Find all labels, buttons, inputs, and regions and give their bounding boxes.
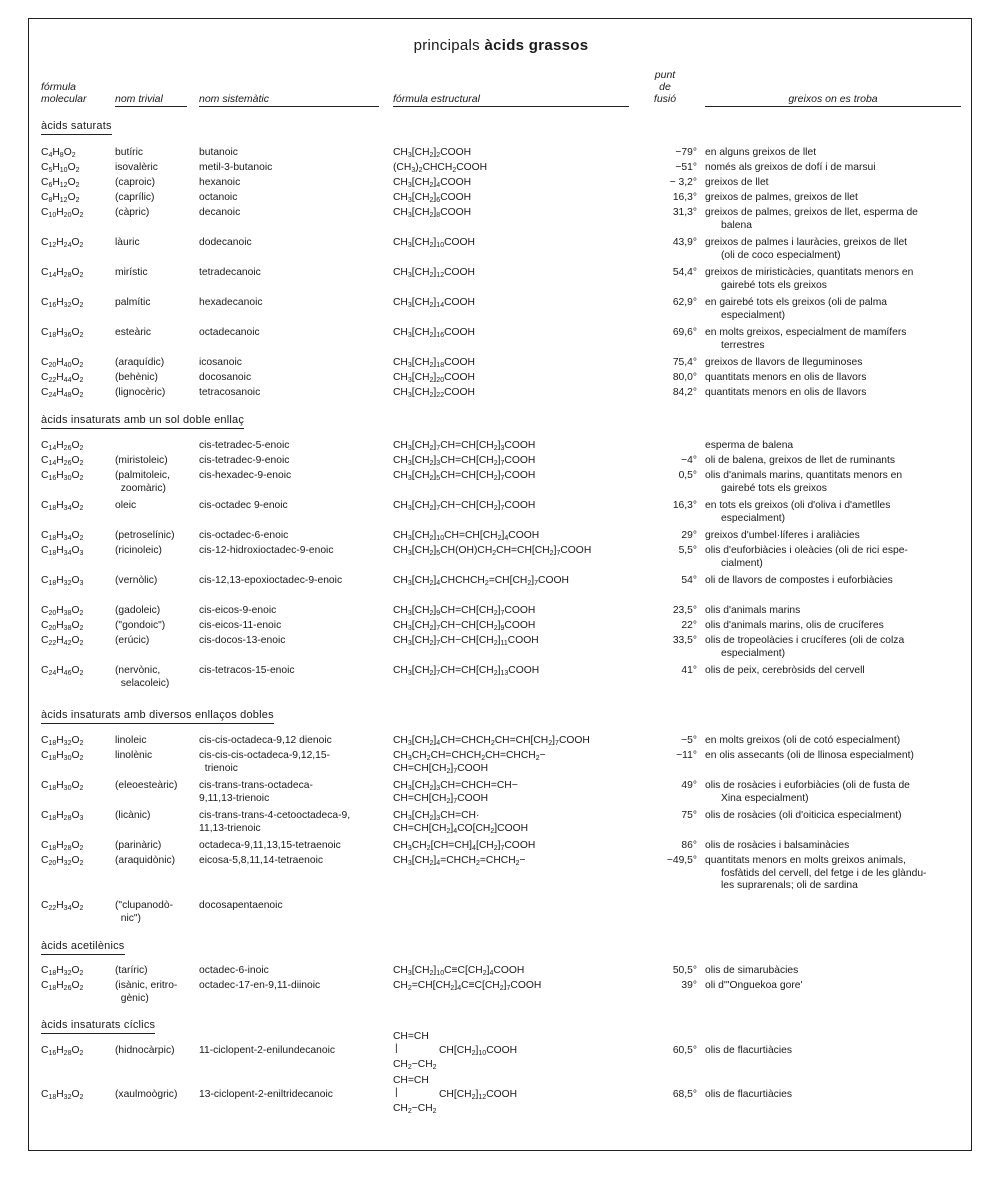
greixos-line: olis d'animals marins [705,605,801,616]
greixos-line: greixos de llet [705,177,769,188]
formula-estructural: $CH_3[CH_2]_7CH-CH[CH_2]_{11}COOH$ [393,635,539,647]
formula-molecular: $C_{18}H_{30}O_2$ [41,780,84,792]
nom-trivial: (araquídic) [115,357,165,368]
nom-sistematic: butanoic [199,147,238,158]
section-title: àcids insaturats amb diversos enllaços dobles [41,709,274,724]
nom-trivial: (vernòlic) [115,575,158,586]
formula-molecular: $C_{10}H_{20}O_2$ [41,207,84,219]
formula-estructural: $CH_3[CH_2]_{10}COOH$ [393,237,475,249]
nom-sistematic: dodecanoic [199,237,252,248]
nom-sistematic: hexadecanoic [199,297,263,308]
ring-top: CH=CH [393,1031,429,1042]
greixos-on-es-troba [705,735,971,748]
nom-trivial: (lignocèric) [115,387,166,398]
greixos-line: en alguns greixos de llet [705,147,817,158]
nom-sistematic: cis-tetradec-5-enoic [199,440,290,451]
ring-substituent: $CH[CH_2]_{12}COOH$ [439,1089,518,1101]
table-frame [28,18,972,1151]
nom-trivial: linolènic [115,750,153,761]
greixos-line: olis de flacurtiàcies [705,1089,792,1100]
nom-sistematic: cis-12-hidroxioctadec-9-enoic [199,545,334,556]
formula-molecular: $C_{16}H_{30}O_2$ [41,470,84,482]
nom-trivial: (gadoleic) [115,605,161,616]
greixos-on-es-troba [705,750,971,763]
header-punt-line2: de [659,81,671,93]
greixos-on-es-troba [705,387,971,400]
greixos-line: cialment) [721,557,763,569]
greixos-line: en molts greixos, especialment de mamífers [705,327,907,338]
greixos-on-es-troba [705,780,971,805]
nom-trivial: (nervònic, selacoleic) [115,665,170,689]
formula-estructural: $CH_3[CH_2]_7CH-CH[CH_2]_9COOH$ [393,620,536,632]
nom-sistematic: 11-ciclopent-2-enilundecanoic [199,1045,336,1056]
nom-trivial: (parinàric) [115,840,162,851]
greixos-line: Xina especialment) [721,792,809,804]
section-title: àcids saturats [41,120,112,135]
nom-sistematic: octadec-17-en-9,11-diinoic [199,980,321,991]
nom-trivial: (xaulmoògric) [115,1089,178,1100]
nom-sistematic: tetradecanoic [199,267,261,278]
punt-fusio: 39° [681,980,697,991]
formula-estructural: $CH_3[CH_2]_4CH=CHCH_2CH=CH[CH_2]_7COOH$ [393,735,590,747]
greixos-line: oli de llavors de compostes i euforbiàcies [705,575,893,586]
nom-sistematic: cis-octadec-6-enoic [199,530,289,541]
page-title [29,37,973,54]
nom-trivial: linoleic [115,735,147,746]
punt-fusio: 60,5° [672,1045,697,1056]
greixos-on-es-troba [705,620,971,633]
formula-estructural: $CH_3[CH_2]_9CH=CH[CH_2]_7COOH$ [393,605,536,617]
nom-trivial: (behènic) [115,372,158,383]
greixos-line: especialment) [721,512,786,524]
greixos-line: balena [721,219,752,231]
formula-molecular: $C_{24}H_{46}O_2$ [41,665,84,677]
formula-molecular: $C_{18}H_{32}O_2$ [41,965,84,977]
formula-molecular: $C_{18}H_{30}O_2$ [41,750,84,762]
greixos-line: greixos de miristicàcies, quantitats menors en [705,267,914,278]
greixos-on-es-troba [705,357,971,370]
nom-sistematic: eicosa-5,8,11,14-tetraenoic [199,855,324,866]
greixos-line: greixos d'umbel·líferes i araliàcies [705,530,860,541]
formula-molecular: $C_{20}H_{38}O_2$ [41,605,84,617]
nom-trivial: (erúcic) [115,635,150,646]
formula-estructural: $CH_3[CH_2]_4=CHCH_2=CHCH_2-$ [393,855,526,867]
ring-bond: | [395,1087,398,1098]
greixos-on-es-troba [705,207,971,232]
greixos-on-es-troba [705,297,971,322]
ring-top: CH=CH [393,1075,429,1086]
formula-molecular: $C_{18}H_{32}O_3$ [41,575,84,587]
formula-molecular: $C_{12}H_{24}O_2$ [41,237,84,249]
formula-estructural: $CH_3[CH_2]_8COOH$ [393,207,472,219]
formula-estructural: $CH_3[CH_2]_{12}COOH$ [393,267,475,279]
greixos-on-es-troba [705,1089,971,1102]
greixos-line: olis d'animals marins, quantitats menors en [705,470,903,481]
greixos-on-es-troba [705,500,971,525]
title-bold: àcids grassos [484,37,589,54]
greixos-on-es-troba [705,1045,971,1058]
nom-trivial: (càpric) [115,207,150,218]
greixos-on-es-troba [705,840,971,853]
greixos-line: olis de peix, cerebròsids del cervell [705,665,865,676]
greixos-line: greixos de palmes, greixos de llet [705,192,858,203]
greixos-line: olis de flacurtiàcies [705,1045,792,1056]
greixos-line: esperma de balena [705,440,794,451]
greixos-line: terrestres [721,339,765,351]
greixos-on-es-troba [705,665,971,678]
greixos-on-es-troba [705,177,971,190]
title-prefix: principals [413,37,480,54]
greixos-on-es-troba [705,810,971,823]
header-punt-line1: punt [654,69,676,81]
greixos-on-es-troba [705,855,971,893]
formula-estructural: $CH_3[CH_2]_{16}COOH$ [393,327,475,339]
formula-estructural: $CH_2=CH[CH_2]_4C\equiv C[CH_2]_7COOH$ [393,980,542,992]
formula-molecular: $C_{20}H_{38}O_2$ [41,620,84,632]
formula-molecular: $C_{20}H_{32}O_2$ [41,855,84,867]
punt-fusio: 16,3° [672,500,697,511]
formula-estructural: $CH_3[CH_2]_{18}COOH$ [393,357,475,369]
section-title: àcids insaturats cíclics [41,1019,155,1034]
greixos-on-es-troba [705,327,971,352]
nom-trivial: (hidnocàrpic) [115,1045,175,1056]
punt-fusio: −11° [676,750,697,761]
greixos-line: especialment) [721,309,786,321]
punt-fusio: 33,5° [672,635,697,646]
nom-trivial: (ricinoleic) [115,545,162,556]
greixos-line: olis d'animals marins, olis de crucíferes [705,620,884,631]
greixos-on-es-troba [705,147,971,160]
nom-sistematic: octadec-6-inoic [199,965,269,976]
header-nom-trivial: nom trivial [115,93,187,107]
nom-sistematic: cis-docos-13-enoic [199,635,286,646]
greixos-line: greixos de palmes, greixos de llet, esperma de [705,207,918,218]
nom-trivial: palmític [115,297,151,308]
formula-molecular: $C_{18}H_{28}O_2$ [41,840,84,852]
greixos-line: olis d'euforbiàcies i oleàcies (oli de rici espe- [705,545,908,556]
nom-sistematic: metil-3-butanoic [199,162,273,173]
punt-fusio: 75,4° [672,357,697,368]
header-punt-fusio [637,69,693,105]
formula-molecular: $C_{18}H_{32}O_2$ [41,735,84,747]
formula-molecular: $C_{22}H_{42}O_2$ [41,635,84,647]
formula-molecular: $C_{16}H_{32}O_2$ [41,297,84,309]
section-title: àcids acetilènics [41,940,125,955]
nom-trivial: làuric [115,237,140,248]
punt-fusio: 68,5° [672,1089,697,1100]
nom-sistematic: docosanoic [199,372,252,383]
formula-estructural: $CH_3[CH_2]_3CH=CH[CH_2]_7COOH$ [393,455,536,467]
greixos-on-es-troba [705,440,971,453]
formula-molecular: $C_{18}H_{34}O_3$ [41,545,84,557]
formula-molecular: $C_{18}H_{32}O_2$ [41,1089,84,1101]
greixos-line: en gairebé tots els greixos (oli de palma [705,297,888,308]
punt-fusio: 23,5° [672,605,697,616]
formula-molecular: $C_{18}H_{36}O_2$ [41,327,84,339]
nom-trivial: isovalèric [115,162,158,173]
greixos-on-es-troba [705,530,971,543]
nom-sistematic: cis-hexadec-9-enoic [199,470,292,481]
formula-molecular: $C_{18}H_{34}O_2$ [41,500,84,512]
nom-trivial: (eleoesteàric) [115,780,178,791]
punt-fusio: 86° [681,840,697,851]
formula-estructural-ring [393,1075,613,1131]
greixos-line: en tots els greixos (oli d'oliva i d'ametlles [705,500,891,511]
punt-fusio: 75° [681,810,697,821]
formula-molecular: $C_{16}H_{28}O_2$ [41,1045,84,1057]
formula-molecular: $C_{24}H_{48}O_2$ [41,387,84,399]
greixos-on-es-troba [705,470,971,495]
punt-fusio: 54° [681,575,697,586]
nom-sistematic: cis-eicos-9-enoic [199,605,277,616]
header-formula-molecular [41,81,87,105]
nom-sistematic: octanoic [199,192,238,203]
greixos-on-es-troba [705,372,971,385]
formula-estructural: $CH_3[CH_2]_4COOH$ [393,177,472,189]
punt-fusio: −49,5° [666,855,697,866]
formula-molecular: $C_{22}H_{34}O_2$ [41,900,84,912]
formula-estructural: $CH_3[CH_2]_3CH=CH\cdot$ $CH=CH[CH_2]_4CO[CH_2]COOH$ [393,810,529,835]
greixos-on-es-troba [705,575,971,588]
greixos-on-es-troba [705,635,971,660]
greixos-line: greixos de llavors de lleguminoses [705,357,863,368]
header-formula-molecular-line2: molecular [41,93,87,105]
greixos-line: olis de tropeolàcies i crucíferes (oli de colza [705,635,905,646]
formula-estructural: $CH_3[CH_2]_5CH=CH[CH_2]_7COOH$ [393,470,536,482]
punt-fusio: 31,3° [672,207,697,218]
nom-trivial: (caprílic) [115,192,155,203]
formula-estructural: $CH_3[CH_2]_2COOH$ [393,147,472,159]
nom-trivial: (araquidònic) [115,855,176,866]
greixos-on-es-troba [705,162,971,175]
nom-trivial: (petroselínic) [115,530,175,541]
nom-sistematic: hexanoic [199,177,241,188]
punt-fusio: 50,5° [672,965,697,976]
formula-estructural: $CH_3[CH_2]_6COOH$ [393,192,472,204]
nom-sistematic: docosapentaenoic [199,900,283,911]
greixos-line: oli d'"Onguekoa gore' [705,980,803,991]
nom-trivial: (licànic) [115,810,151,821]
greixos-line: en molts greixos (oli de cotó especialment) [705,735,901,746]
greixos-line: oli de balena, greixos de llet de ruminants [705,455,896,466]
greixos-line: olis de rosàcies i balsaminàcies [705,840,850,851]
greixos-on-es-troba [705,192,971,205]
punt-fusio: −51° [675,162,697,173]
greixos-line: olis de simarubàcies [705,965,799,976]
formula-estructural: $CH_3[CH_2]_{10}CH=CH[CH_2]_4COOH$ [393,530,540,542]
header-greixos: greixos on es troba [705,93,961,107]
punt-fusio: 0,5° [678,470,697,481]
greixos-line: gairebé tots els greixos [721,279,827,291]
greixos-line: olis de rosàcies i euforbiàcies (oli de fusta de [705,780,910,791]
formula-estructural: $CH_3[CH_2]_{10}C\equiv C[CH_2]_4COOH$ [393,965,525,977]
formula-molecular: $C_{18}H_{26}O_2$ [41,980,84,992]
punt-fusio: 62,9° [672,297,697,308]
formula-molecular: $C_{14}H_{26}O_2$ [41,455,84,467]
nom-sistematic: octadecanoic [199,327,260,338]
punt-fusio: 43,9° [672,237,697,248]
nom-trivial: ("gondoic") [115,620,166,631]
formula-estructural: $CH_3[CH_2]_7CH-CH[CH_2]_7COOH$ [393,500,536,512]
punt-fusio: −4° [681,455,697,466]
nom-sistematic: cis-tetracos-15-enoic [199,665,295,676]
nom-trivial: (palmitoleic, zoomàric) [115,470,170,494]
formula-estructural: $CH_3CH_2CH=CHCH_2CH=CHCH_2-$ $CH=CH[CH_2]_7COOH$ [393,750,546,775]
greixos-line: quantitats menors en molts greixos animals, [705,855,906,866]
formula-estructural: $CH_3[CH_2]_3CH=CHCH=CH-$ $CH=CH[CH_2]_7COOH$ [393,780,518,805]
nom-trivial: mirístic [115,267,148,278]
punt-fusio: 49° [681,780,697,791]
formula-molecular: $C_{20}H_{40}O_2$ [41,357,84,369]
nom-sistematic: icosanoic [199,357,242,368]
greixos-on-es-troba [705,455,971,468]
nom-sistematic: cis-cis-octadeca-9,12 dienoic [199,735,332,746]
formula-molecular: $C_{18}H_{34}O_2$ [41,530,84,542]
formula-estructural: $CH_3[CH_2]_7CH=CH[CH_2]_3COOH$ [393,440,536,452]
greixos-on-es-troba [705,965,971,978]
nom-trivial: ("clupanodò- nic") [115,900,174,924]
formula-molecular: $C_{14}H_{26}O_2$ [41,440,84,452]
ring-bond: | [395,1043,398,1054]
greixos-line: (oli de coco especialment) [721,249,841,261]
nom-sistematic: cis-octadec 9-enoic [199,500,288,511]
greixos-on-es-troba [705,267,971,292]
nom-trivial: (caproic) [115,177,156,188]
formula-molecular: $C_6H_{12}O_2$ [41,177,80,189]
greixos-line: olis de rosàcies (oli d'oiticica especialment) [705,810,902,821]
punt-fusio: 16,3° [672,192,697,203]
section-title: àcids insaturats amb un sol doble enllaç [41,414,244,429]
greixos-line: gairebé tots els greixos [721,482,827,494]
nom-sistematic: octadeca-9,11,13,15-tetraenoic [199,840,341,851]
ring-bottom: $CH_2-CH_2$ [393,1059,437,1071]
nom-sistematic: cis-12,13-epoxioctadec-9-enoic [199,575,343,586]
punt-fusio: 22° [681,620,697,631]
punt-fusio: 54,4° [672,267,697,278]
greixos-line: només als greixos de dofí i de marsui [705,162,876,173]
nom-sistematic: decanoic [199,207,241,218]
nom-sistematic: cis-tetradec-9-enoic [199,455,290,466]
formula-estructural: $CH_3CH_2[CH=CH]_4[CH_2]_7COOH$ [393,840,536,852]
greixos-line: les suprarenals; oli de sardina [721,880,858,891]
header-nom-sistematic: nom sistemàtic [199,93,379,107]
nom-trivial: butíric [115,147,144,158]
formula-estructural: $CH_3[CH_2]_{14}COOH$ [393,297,475,309]
ring-bottom: $CH_2-CH_2$ [393,1103,437,1115]
nom-trivial: esteàric [115,327,152,338]
formula-estructural: $CH_3[CH_2]_4CHCHCH_2=CH[CH_2]_7COOH$ [393,575,569,587]
punt-fusio: 41° [681,665,697,676]
nom-sistematic: cis-trans-trans-octadeca- 9,11,13-trienoic [199,780,313,804]
nom-trivial: (miristoleic) [115,455,168,466]
punt-fusio: 29° [681,530,697,541]
punt-fusio: − 3,2° [669,177,697,188]
header-formula-molecular-line1: fórmula [41,81,77,93]
punt-fusio: 80,0° [672,372,697,383]
nom-sistematic: tetracosanoic [199,387,261,398]
nom-sistematic: cis-cis-cis-octadeca-9,12,15- trienoic [199,750,331,774]
formula-estructural: $CH_3[CH_2]_5CH(OH)CH_2CH=CH[CH_2]_7COOH$ [393,545,592,557]
nom-trivial: (taríric) [115,965,148,976]
formula-molecular: $C_5H_{10}O_2$ [41,162,80,174]
formula-molecular: $C_8H_{12}O_2$ [41,192,80,204]
greixos-on-es-troba [705,980,971,993]
ring-substituent: $CH[CH_2]_{10}COOH$ [439,1045,518,1057]
greixos-line: quantitats menors en olis de llavors [705,372,867,383]
punt-fusio: −5° [681,735,697,746]
formula-molecular: $C_{14}H_{28}O_2$ [41,267,84,279]
formula-molecular: $C_{18}H_{28}O_3$ [41,810,84,822]
formula-molecular: $C_{22}H_{44}O_2$ [41,372,84,384]
greixos-line: en olis assecants (oli de llinosa especialment) [705,750,914,761]
greixos-line: greixos de palmes i lauràcies, greixos de llet [705,237,908,248]
greixos-on-es-troba [705,605,971,618]
formula-estructural: $CH_3[CH_2]_{22}COOH$ [393,387,475,399]
greixos-line: quantitats menors en olis de llavors [705,387,867,398]
greixos-line: fosfàtids del cervell, del fetge i de les glàndu- [721,867,927,879]
greixos-on-es-troba [705,545,971,570]
formula-estructural: $CH_3[CH_2]_7CH=CH[CH_2]_{13}COOH$ [393,665,540,677]
formula-molecular: $C_4H_8O_2$ [41,147,76,159]
header-punt-line3: fusió [653,93,677,105]
nom-sistematic: cis-trans-trans-4-cetooctadeca-9, 11,13-trienoic [199,810,351,834]
formula-estructural: $CH_3[CH_2]_{20}COOH$ [393,372,475,384]
nom-sistematic: 13-ciclopent-2-eniltridecanoic [199,1089,333,1100]
punt-fusio: −79° [675,147,697,158]
formula-estructural: $(CH_3)_2CHCH_2COOH$ [393,162,488,174]
nom-trivial: (isànic, eritro- gènic) [115,980,178,1004]
header-formula-estructural: fórmula estructural [393,93,629,107]
nom-trivial: oleic [115,500,137,511]
punt-fusio: 84,2° [672,387,697,398]
punt-fusio: 69,6° [672,327,697,338]
nom-sistematic: cis-eicos-11-enoic [199,620,282,631]
punt-fusio: 5,5° [678,545,697,556]
greixos-on-es-troba [705,237,971,262]
greixos-line: especialment) [721,647,786,659]
